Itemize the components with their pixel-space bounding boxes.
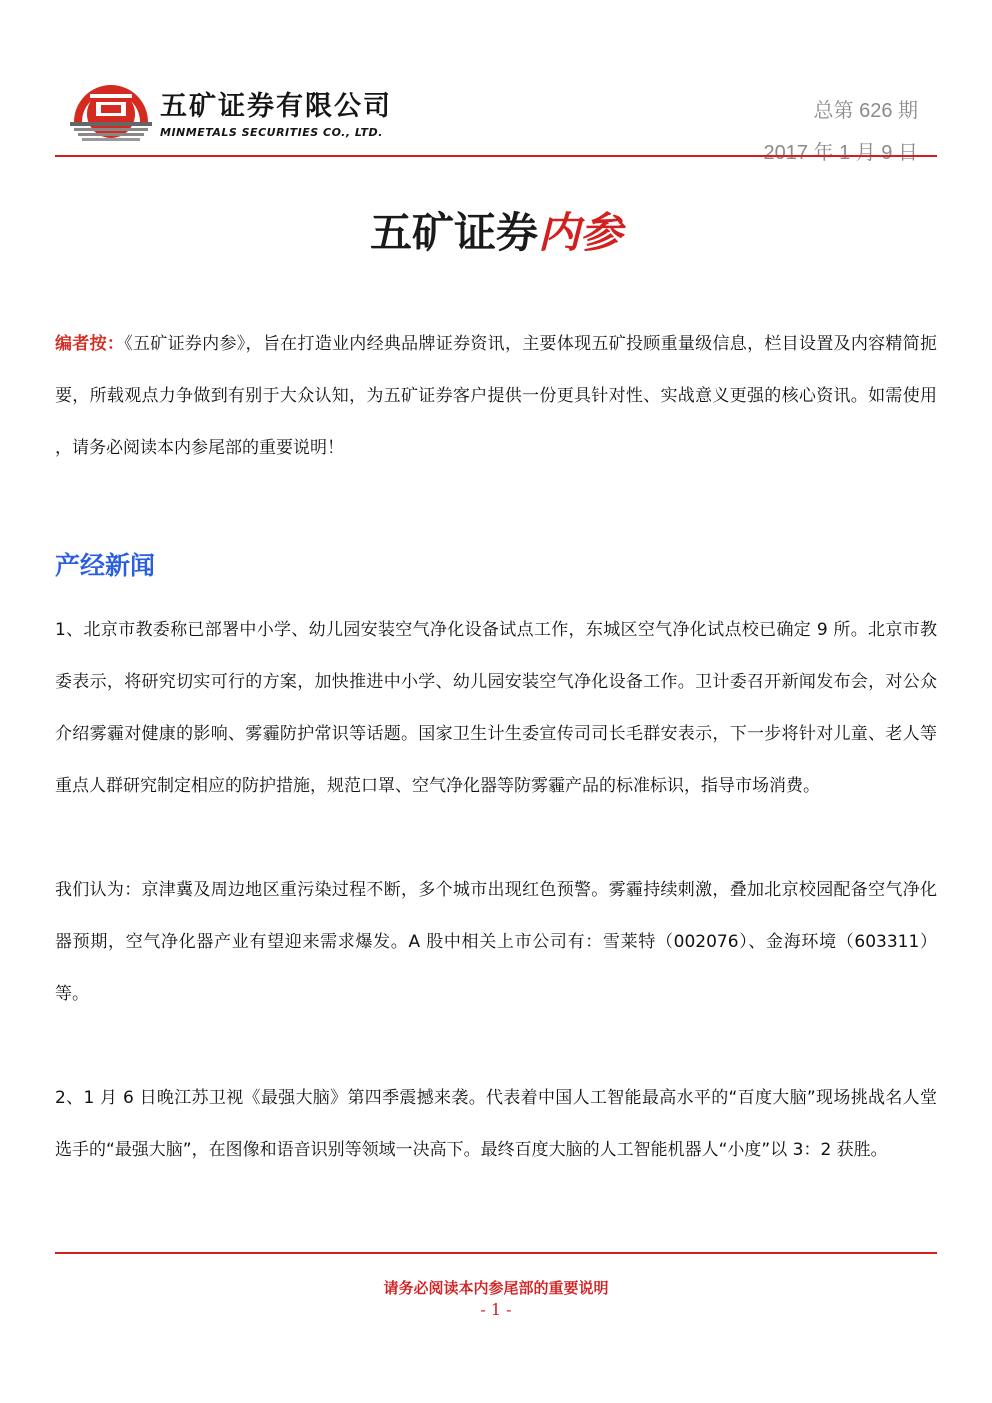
page-number: - 1 -: [480, 1300, 512, 1319]
header-divider: [55, 155, 937, 157]
masthead-title-accent: 内参: [538, 208, 623, 257]
issue-date: 2017 年 1 月 9 日: [763, 142, 918, 164]
footer-divider: [55, 1252, 937, 1254]
section-title: 产经新闻: [55, 551, 156, 580]
company-name-en: MINMETALS SECURITIES CO., LTD.: [160, 126, 383, 139]
footer-note: 请务必阅读本内参尾部的重要说明: [383, 1279, 609, 1297]
issue-number: 总第 626 期: [813, 100, 918, 122]
news-item-1-view: 我们认为：京津冀及周边地区重污染过程不断，多个城市出现红色预警。雾霾持续刺激，叠加北京校园配备空气净化器预期，空气净化器产业有望迎来需求爆发。A 股中相关上市公司有：雪莱特（002076）、金海环境（603311）等。: [55, 880, 937, 1004]
company-name-cn: 五矿证券有限公司: [160, 91, 392, 122]
editor-note-label: 编者按：: [55, 334, 125, 354]
news-item-2-body: 2、1 月 6 日晚江苏卫视《最强大脑》第四季震撼来袭。代表着中国人工智能最高水平的“百度大脑”现场挑战名人堂选手的“最强大脑”，在图像和语音识别等领域一决高下。最终百度大脑的人工智能机器人“小度”以 3：2 获胜。: [55, 1088, 937, 1160]
editor-note: [55, 318, 937, 474]
editor-note-text: 《五矿证券内参》，旨在打造业内经典品牌证券资讯，主要体现五矿投顾重量级信息，栏目设置及内容精简扼要，所载观点力争做到有别于大众认知，为五矿证券客户提供一份更具针对性、实战意义更强的核心资讯。如需使用 ，请务必阅读本内参尾部的重要说明！: [55, 334, 938, 458]
masthead-title: [0, 200, 992, 260]
masthead-title-main: 五矿证券: [369, 208, 538, 257]
news-item-1-body: 1、北京市教委称已部署中小学、幼儿园安装空气净化设备试点工作，东城区空气净化试点校已确定 9 所。北京市教委表示，将研究切实可行的方案，加快推进中小学、幼儿园安装空气净化设备工作。卫计委召开新闻发布会，对公众介绍雾霾对健康的影响、雾霾防护常识等话题。国家卫生计生委宣传司司长毛群安表示，下一步将针对儿童、老人等重点人群研究制定相应的防护措施，规范口罩、空气净化器等防雾霾产品的标准标识，指导市场消费。: [55, 620, 937, 796]
company-logo-icon: [68, 74, 154, 144]
